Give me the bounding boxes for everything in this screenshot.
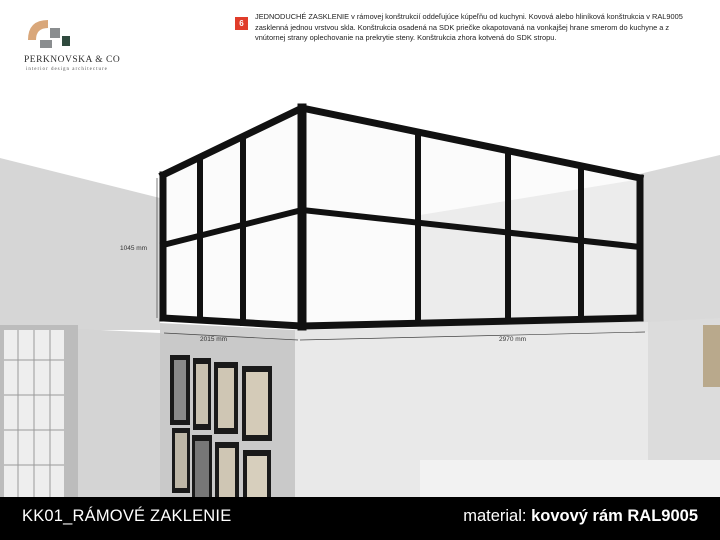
note-number-badge: 6 [235, 17, 248, 30]
logo-tagline: interior design architecture [26, 67, 108, 72]
material-value: kovový rám RAL9005 [531, 507, 698, 525]
logo-mark-block-3 [62, 36, 70, 46]
right-width-dimension-label: 2970 mm [499, 336, 527, 343]
marble-counter [420, 460, 720, 497]
note-text: JEDNODUCHÉ ZASKLENIE v rámovej konštrukcií oddeľujúce kúpeľňu od kuchyni. Kovová alebo hliníková konštrukcia v RAL9005 zasklenná jednou vrstvou skla. Konštrukcia osadená na SDK priečke okapotovaná na vonkajšej hrane smerom do kuchyne a z vnútornej strany oplechovanie na prekrytie steny. Konštrukcia zhora kotvená do SDK stropu. [255, 12, 683, 43]
left-width-dimension-label: 2015 mm [200, 336, 228, 343]
logo-mark-arc [28, 20, 48, 40]
logo-mark-block-1 [50, 28, 60, 38]
cabinet-right [703, 325, 720, 387]
footer-bar [0, 497, 720, 540]
back-wall-right [635, 155, 720, 330]
company-logo [20, 14, 130, 84]
back-wall-left [0, 158, 160, 330]
material-label: material: [463, 507, 532, 525]
height-dimension-label: 1045 mm [120, 245, 148, 252]
logo-mark-block-2 [40, 40, 52, 48]
logo-name: PERKNOVSKA & CO [24, 55, 121, 65]
footer-material [463, 507, 698, 526]
footer-title: KK01_RÁMOVÉ ZAKLENIE [22, 507, 232, 525]
